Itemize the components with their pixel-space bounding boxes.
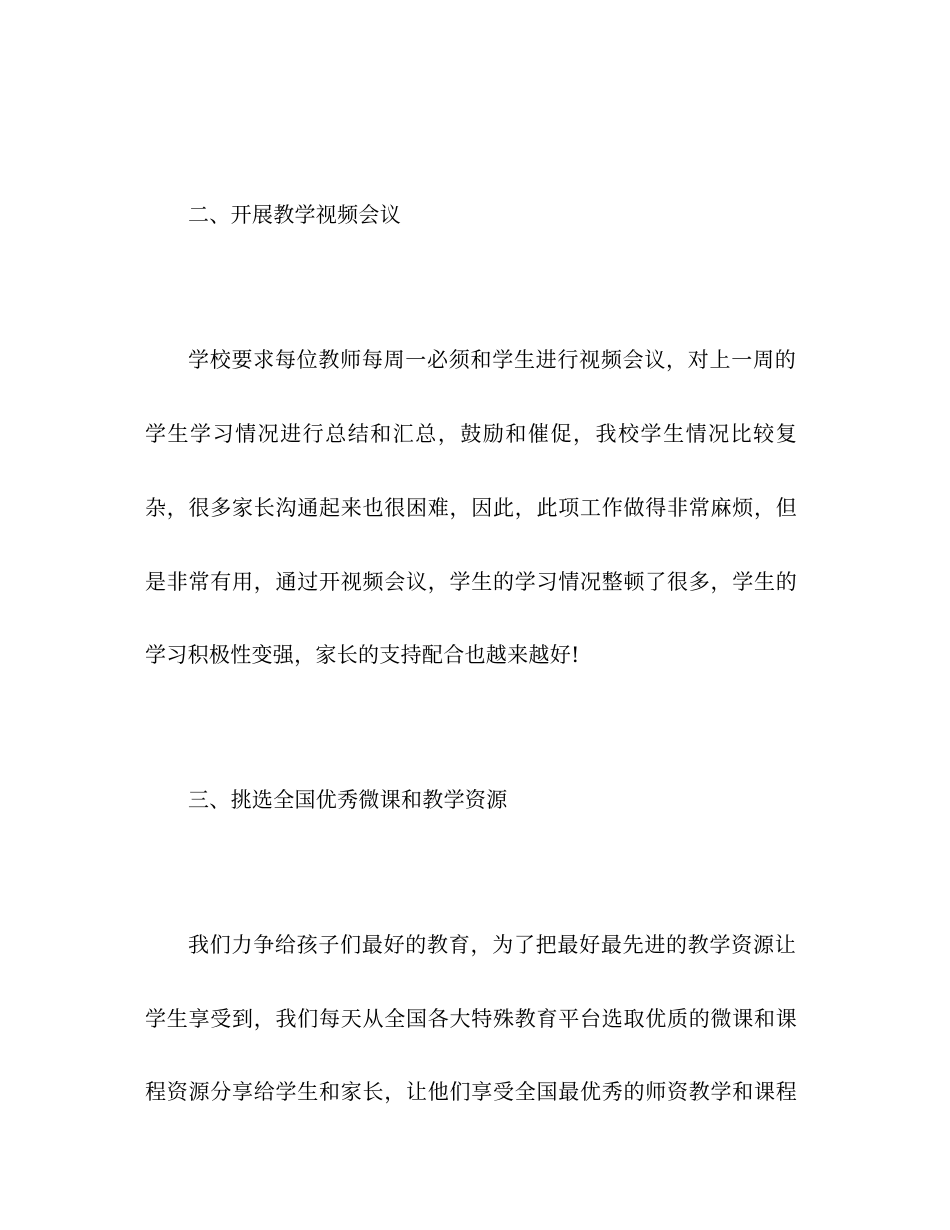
section-heading-2: 二、开展教学视频会议 <box>188 203 401 227</box>
paragraph-line: 我们力争给孩子们最好的教育，为了把最好最先进的教学资源让 <box>188 933 796 957</box>
paragraph-line: 学生享受到，我们每天从全国各大特殊教育平台选取优质的微课和课 <box>145 1007 797 1031</box>
paragraph-line: 是非常有用，通过开视频会议，学生的学习情况整顿了很多，学生的 <box>145 570 797 594</box>
paragraph-line: 学生学习情况进行总结和汇总，鼓励和催促，我校学生情况比较复 <box>145 422 797 446</box>
paragraph-line: 学校要求每位教师每周一必须和学生进行视频会议，对上一周的 <box>188 348 796 372</box>
section-heading-3: 三、挑选全国优秀微课和教学资源 <box>188 788 508 812</box>
paragraph-line: 程资源分享给学生和家长，让他们享受全国最优秀的师资教学和课程 <box>145 1080 797 1104</box>
paragraph-line: 学习积极性变强，家长的支持配合也越来越好! <box>145 643 580 667</box>
paragraph-line: 杂，很多家长沟通起来也很困难，因此，此项工作做得非常麻烦，但 <box>145 496 797 520</box>
